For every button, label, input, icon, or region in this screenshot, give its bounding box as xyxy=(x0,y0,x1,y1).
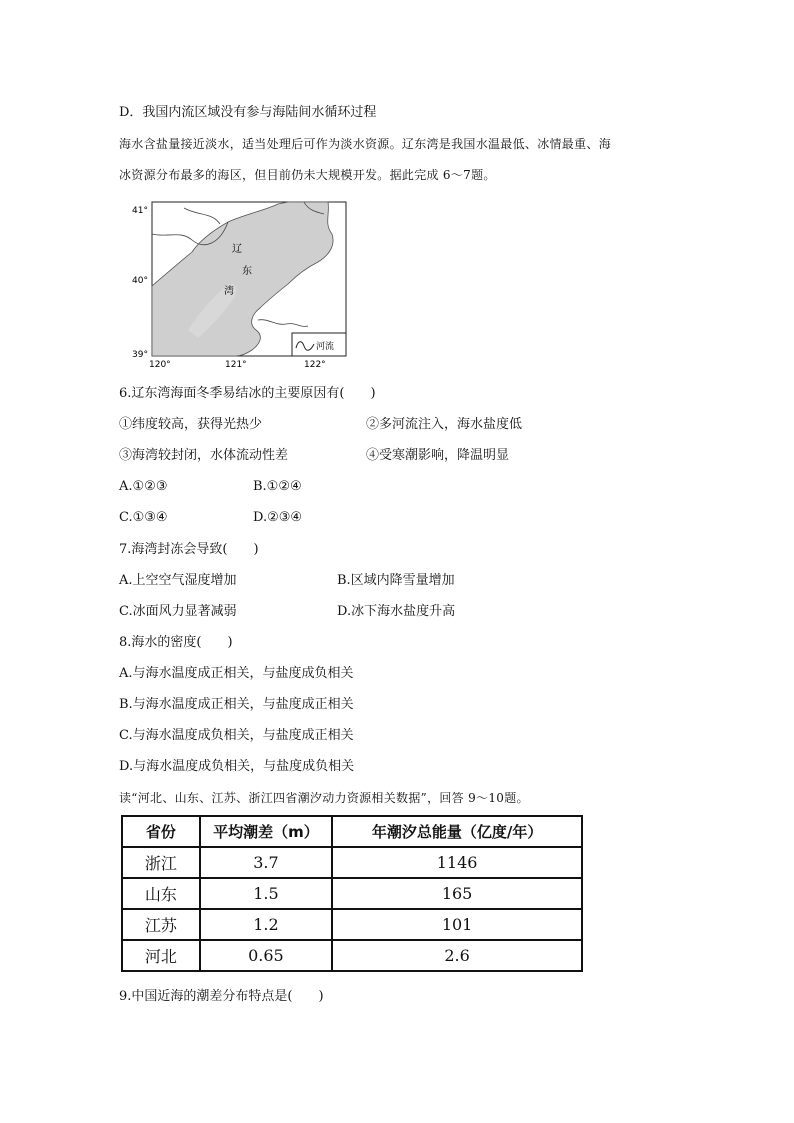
header-avg-tidal-range: 平均潮差（m） xyxy=(200,816,333,847)
lat-label-41: 41° xyxy=(132,206,148,216)
lon-label-122: 122° xyxy=(304,360,326,370)
q8-option-c[interactable]: C.与海水温度成负相关，与盐度成正相关 xyxy=(119,728,354,743)
table-row xyxy=(122,940,582,971)
bay-label-char-3: 湾 xyxy=(224,286,234,297)
cell-province: 浙江 xyxy=(122,847,200,878)
lon-label-120: 120° xyxy=(149,360,171,370)
table-row xyxy=(122,909,582,940)
cell-province: 河北 xyxy=(122,940,200,971)
q7-option-d[interactable]: D.冰下海水盐度升高 xyxy=(337,604,456,619)
table-header-row xyxy=(122,816,582,847)
cell-tidal-range: 3.7 xyxy=(200,847,333,878)
q7-option-c[interactable]: C.冰面风力显著减弱 xyxy=(119,604,237,619)
tidal-energy-table xyxy=(121,815,583,972)
cell-province: 山东 xyxy=(122,878,200,909)
question-6-stem: 6.辽东湾海面冬季易结冰的主要原因有( ) xyxy=(119,386,376,401)
cell-tidal-energy: 101 xyxy=(332,909,582,940)
q6-option-d[interactable]: D.②③④ xyxy=(253,510,303,525)
lat-label-40: 40° xyxy=(132,276,148,286)
q7-option-a[interactable]: A.上空空气湿度增加 xyxy=(119,573,237,588)
cell-province: 江苏 xyxy=(122,909,200,940)
liaodong-bay-map xyxy=(128,200,358,370)
question-8-stem: 8.海水的密度( ) xyxy=(119,635,233,650)
table-row xyxy=(122,847,582,878)
header-province: 省份 xyxy=(122,816,200,847)
header-annual-tidal-energy: 年潮汐总能量（亿度/年） xyxy=(332,816,582,847)
q7-option-b[interactable]: B.区域内降雪量增加 xyxy=(337,573,455,588)
cell-tidal-energy: 2.6 xyxy=(332,940,582,971)
cell-tidal-range: 1.2 xyxy=(200,909,333,940)
question-7-stem: 7.海湾封冻会导致( ) xyxy=(119,542,259,557)
q6-option-b[interactable]: B.①②④ xyxy=(253,479,302,494)
q6-statement-2: ②多河流注入，海水盐度低 xyxy=(366,417,523,432)
table-row xyxy=(122,878,582,909)
legend-label: 河流 xyxy=(316,342,335,352)
q8-option-d[interactable]: D.与海水温度成负相关，与盐度成负相关 xyxy=(119,759,355,774)
q6-statement-3: ③海湾较封闭，水体流动性差 xyxy=(119,448,289,463)
cell-tidal-range: 1.5 xyxy=(200,878,333,909)
q8-option-b[interactable]: B.与海水温度成正相关，与盐度成正相关 xyxy=(119,697,354,712)
cell-tidal-energy: 1146 xyxy=(332,847,582,878)
q6-option-c[interactable]: C.①③④ xyxy=(119,510,168,525)
q8-option-a[interactable]: A.与海水温度成正相关，与盐度成负相关 xyxy=(119,666,354,681)
option-d-previous-question: D．我国内流区域没有参与海陆间水循环过程 xyxy=(119,105,377,120)
lon-label-121: 121° xyxy=(225,360,247,370)
bay-label-char-2: 东 xyxy=(242,266,252,277)
cell-tidal-energy: 165 xyxy=(332,878,582,909)
lat-label-39: 39° xyxy=(132,350,148,360)
question-9-stem: 9.中国近海的潮差分布特点是( ) xyxy=(119,989,324,1004)
passage-line-1: 海水含盐量接近淡水，适当处理后可作为淡水资源。辽东湾是我国水温最低、冰情最重、海 xyxy=(119,137,612,151)
bay-label-char-1: 辽 xyxy=(232,244,242,255)
table-intro: 读“河北、山东、江苏、浙江四省潮汐动力资源相关数据”，回答 9～10题。 xyxy=(119,791,529,805)
passage-line-2: 冰资源分布最多的海区，但目前仍未大规模开发。据此完成 6～7题。 xyxy=(119,168,496,182)
q6-statement-1: ①纬度较高，获得光热少 xyxy=(119,417,263,432)
q6-statement-4: ④受寒潮影响，降温明显 xyxy=(366,448,510,463)
q6-option-a[interactable]: A.①②③ xyxy=(119,479,168,494)
cell-tidal-range: 0.65 xyxy=(200,940,333,971)
